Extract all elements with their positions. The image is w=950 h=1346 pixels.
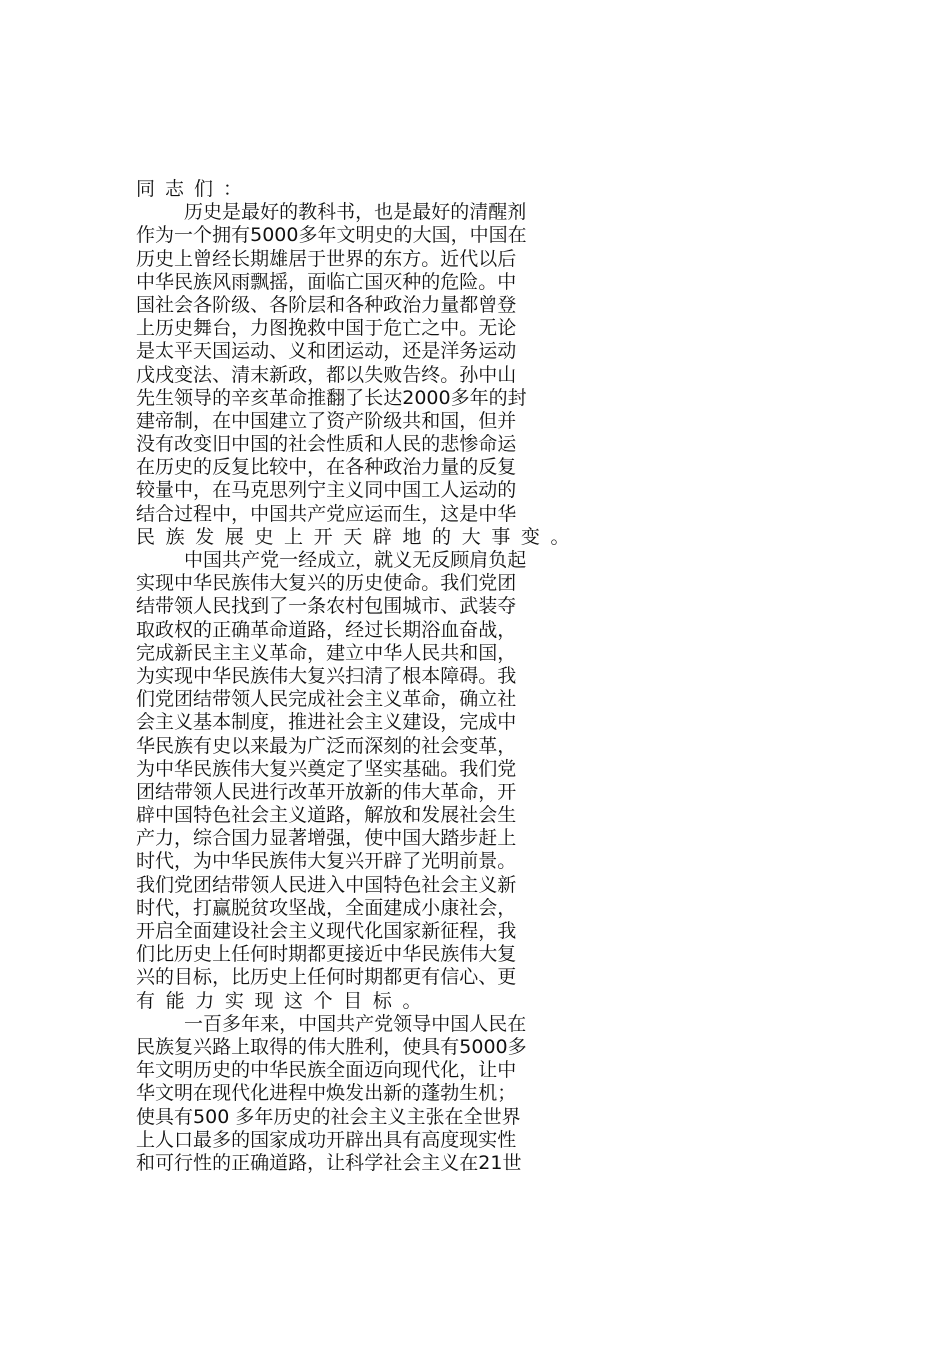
- text-line: 结合过程中，中国共产党应运而生，这是中华: [136, 502, 517, 525]
- text-line: 先生领导的辛亥革命推翻了长达2000多年的封: [136, 386, 527, 409]
- text-line: 和可行性的正确道路，让科学社会主义在21世: [136, 1151, 522, 1174]
- text-line: 产力，综合国力显著增强，使中国大踏步赶上: [136, 827, 517, 850]
- text-line: 作为一个拥有5000多年文明史的大国，中国在: [136, 224, 527, 247]
- text-line: 实现中华民族伟大复兴的历史使命。我们党团: [136, 572, 517, 595]
- text-line: 为中华民族伟大复兴奠定了坚实基础。我们党: [136, 757, 517, 780]
- text-line: 时代，为中华民族伟大复兴开辟了光明前景。: [136, 850, 517, 873]
- text-line: 开启全面建设社会主义现代化国家新征程，我: [136, 920, 517, 942]
- text-line: 时代，打赢脱贫攻坚战，全面建成小康社会，: [136, 896, 517, 919]
- salutation-line: 同志们：: [136, 178, 253, 200]
- text-line: 使具有500 多年历史的社会主义主张在全世界: [136, 1105, 521, 1128]
- text-line: 中华民族风雨飘摇，面临亡国灭种的危险。中: [136, 270, 517, 293]
- text-line: 华民族有史以来最为广泛而深刻的社会变革，: [136, 734, 517, 757]
- text-line: 历史是最好的教科书，也是最好的清醒剂: [184, 201, 527, 224]
- text-line: 团结带领人民进行改革开放新的伟大革命，开: [136, 780, 517, 803]
- text-line: 们比历史上任何时期都更接近中华民族伟大复: [136, 943, 517, 966]
- text-line: 中国共产党一经成立，就义无反顾肩负起: [184, 549, 527, 571]
- text-line: 们党团结带领人民完成社会主义革命，确立社: [136, 688, 517, 711]
- text-line: 是太平天国运动、义和团运动，还是洋务运动: [136, 340, 517, 363]
- text-line: 没有改变旧中国的社会性质和人民的悲惨命运: [136, 433, 517, 456]
- text-line: 我们党团结带领人民进入中国特色社会主义新: [136, 873, 517, 896]
- text-line: 一百多年来，中国共产党领导中国人民在: [184, 1012, 527, 1035]
- text-line: 兴的目标，比历史上任何时期都更有信心、更: [136, 966, 517, 989]
- text-line: 年文明历史的中华民族全面迈向现代化，让中: [136, 1059, 517, 1082]
- text-line: 会主义基本制度，推进社会主义建设，完成中: [136, 711, 517, 734]
- text-line: 华文明在现代化进程中焕发出新的蓬勃生机；: [136, 1082, 517, 1105]
- text-line: 国社会各阶级、各阶层和各种政治力量都曾登: [136, 293, 517, 316]
- text-line: 完成新民主主义革命，建立中华人民共和国，: [136, 641, 517, 664]
- text-line: 建帝制，在中国建立了资产阶级共和国，但并: [136, 409, 517, 432]
- text-line: 有能力实现这个目标。: [136, 989, 433, 1012]
- text-line: 在历史的反复比较中，在各种政治力量的反复: [136, 456, 517, 479]
- text-line: 上历史舞台，力图挽救中国于危亡之中。无论: [136, 317, 517, 340]
- text-line: 戊戌变法、清末新政，都以失败告终。孙中山: [136, 363, 517, 386]
- text-line: 上人口最多的国家成功开辟出具有高度现实性: [136, 1128, 517, 1151]
- text-line: 历史上曾经长期雄居于世界的东方。近代以后: [136, 247, 517, 270]
- text-line: 民族复兴路上取得的伟大胜利，使具有5000多: [136, 1035, 527, 1058]
- text-line: 为实现中华民族伟大复兴扫清了根本障碍。我: [136, 664, 517, 687]
- text-line: 民族发展史上开天辟地的大事变。: [136, 525, 581, 548]
- text-line: 取政权的正确革命道路，经过长期浴血奋战，: [136, 618, 517, 641]
- document-body: [136, 178, 810, 1175]
- text-line: 辟中国特色社会主义道路，解放和发展社会生: [136, 804, 517, 827]
- text-line: 较量中，在马克思列宁主义同中国工人运动的: [136, 479, 517, 502]
- text-line: 结带领人民找到了一条农村包围城市、武装夺: [136, 595, 517, 618]
